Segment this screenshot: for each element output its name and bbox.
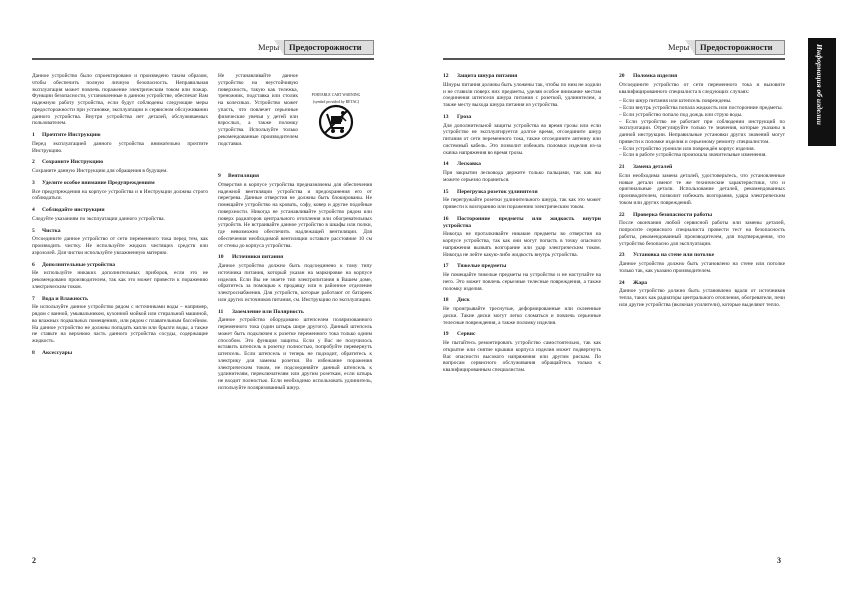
- page-number-right: 3: [777, 556, 781, 565]
- cart-warning-icon: [318, 104, 354, 140]
- column-1: [32, 73, 208, 359]
- section-heading: 18 Диск: [443, 297, 470, 304]
- section-heading: 2 Сохраните Инструкцию: [32, 159, 104, 166]
- section-heading: 5 Чистка: [32, 227, 61, 234]
- section-text: Если необходима замена деталей, удостоверьтесь, что установленные новые детали имеют те же технические характеристики, что и оригинальные детали. Использование деталей, рекомендованных производителем, позволит избежать возгорания, удара электрическим током или других повреждений.: [619, 172, 785, 206]
- header-title: Меры: [258, 42, 280, 52]
- list-item: – Если устройство не работает при соблюдении инструкций по эксплуатации. Отрегулируйте только те значения, которые указаны в данной инструкции. Неправильные установки других значений могут привести к поломке изделия и серьезному ремонту специалистом.: [619, 118, 785, 145]
- section-heading: 20 Поломка изделия: [619, 73, 678, 79]
- section-text: Не используйте никаких дополнительных приборов, если это не рекомендовано производителем, так как это может привести к поражению электрическим током.: [32, 270, 208, 290]
- column-2: [218, 168, 372, 395]
- section-text: Следуйте указаниям по эксплуатации данного устройства.: [32, 215, 165, 222]
- section-text: Данное устройство оборудовано штепселем поляризованного переменного тока (один штырь шире другого). Данный штепсель может быть подключен к розетке переменного тока только одним способом. Это функция защиты. Если у Вас не получилось вставить штепсель в розетку полностью, попробуйте перевернуть штепсель. Если штепсель и теперь не подходит, обратитесь к электрику для замены розетки. Во избежание поражения электрическим током, не подсоединяйте данный штепсель к удлинителям, переключателям или другим розеткам, если штырь не входит полностью. Если необходимо использовать удлинитель, используйте поляризованный шнур.: [218, 317, 372, 391]
- section-heading: 24 Жара: [619, 279, 648, 286]
- side-tab-label: Информация об изделии: [815, 44, 824, 125]
- section-text: Отверстия в корпусе устройства предназначены для обеспечения надежной вентиляции устройства и предохранения его от перегрева. Данные отверстия не должны быть блокированы. Не помещайте устройство на кровать, софу, ковер и другие подобные поверхности. Никогда не устанавливайте устройство рядом или поверх радиаторов центрального отопления или обогревательных устройств. Не встраивайте данное устройство в шкафы или полки, где невозможно обеспечить надлежащей вентиляции. Для обеспечения необходимой вентиляции оставьте расстояние 10 см от стены до корпуса устройства.: [218, 181, 372, 249]
- section-heading: 9 Вентиляция: [218, 173, 260, 179]
- section-heading: 8 Аксессуары: [32, 349, 73, 356]
- section-heading: 19 Сервис: [443, 331, 476, 338]
- header-tab: Предосторожности: [695, 40, 785, 55]
- section-heading: 3 Уделите особое внимание Предупреждениям: [32, 179, 155, 186]
- section-text: Не помещайте тяжелые предметы на устройство и не наступайте на него. Это может повлечь серьезные телесные повреждения, а также поломку изделия.: [443, 272, 601, 292]
- column-3: [443, 73, 601, 377]
- intro-paragraph: Данное устройство было спроектировано и произведено таким образом, чтобы обеспечить полную личную безопасность. Неправильная эксплуатация может повлечь поражение электрическим током или пожар. Функции безопасности, установленные в данном устройстве, обеспечат Вам надежную работу устройства, если будут соблюдены следующие меры предосторожности при установке, эксплуатации и сервисном обслуживании данного устройства. Внутри устройства нет деталей, обслуживаемых пользователем.: [32, 73, 208, 127]
- section-heading: 23 Установка на стене или потолке: [619, 252, 715, 259]
- section-heading: 16 Посторонние предметы или жидкость внутри устройства: [443, 215, 601, 229]
- section-text: Не проигрывайте треснутые, деформированные или склеенные диски. Такие диски могут легко сломаться и повлечь серьезные телесные повреждения, а также поломку изделия.: [443, 306, 601, 326]
- section-text: Не устанавливайте данное устройство на неустойчивую поверхность, такую как тележка, треножник, подставка или столик на колесиках. Устройство может упасть, что повлечет серьезные физические увечья у детей или взрослых, а также поломку устройства. Используйте только рекомендованные производителем подставки.: [218, 73, 298, 147]
- section-heading: 4 Соблюдайте инструкции: [32, 207, 105, 213]
- side-tab: [808, 38, 836, 146]
- section-text: Шнуры питания должны быть уложены так, чтобы по ним не ходили и не ставили поверх них предметы, уделяя особое внимание местам соединения штепселя шнура питания с розеткой, удлинителем, а также месту выхода шнура питания из устройства.: [443, 81, 601, 108]
- page-number-left: 2: [32, 556, 36, 565]
- list-item: – Если устройство попало под дождь или струю воды.: [619, 111, 743, 118]
- section-text: Для дополнительной защиты устройства во время грозы или если устройство не эксплуатируется долгое время, отсоедините шнур питания от сети переменного тока, также отсоедините антенну или системный кабель. Это позволит избежать поломки изделия из-за скачка напряжения во время грозы.: [443, 122, 601, 156]
- page-right: [421, 0, 842, 595]
- cart-warning-sub: (symbol provided by RETAC): [313, 99, 359, 104]
- section-text: Все предупреждения на корпусе устройства и в Инструкции должны строго соблюдаться.: [32, 188, 208, 202]
- section-heading: 6 Дополнительные устройства: [32, 261, 116, 268]
- section-text: Отсоедините устройство от сети переменного тока и вызовите квалифицированного специалиста в следующих случаях:: [619, 81, 785, 95]
- section-text: Данное устройство должно быть установлено вдали от источников тепла, таких как радиаторы центрального отопления, обогреватели, печи или другие устройства (включая усилители), которые выделяют тепло.: [619, 288, 785, 308]
- section-heading: 7 Вода и Влажность: [32, 295, 88, 302]
- section-text: Никогда не проталкивайте никакие предметы во отверстия на корпусе устройства, так как они могут попасть в точку опасного напряжения вызвать возгорание или удар электрическим током. Никогда не лейте какую-либо жидкость внутрь устройства.: [443, 231, 601, 258]
- section-text: Данное устройство должно быть подсоединено к тому типу источника питания, который указан на маркировке на корпусе изделия. Если Вы не знаете тип электропитания в Вашем доме, обратитесь за помощью к продавцу или в районное отделение электроснабжения. Для устройств, которые работают от батареек или других источников питания, см. Инструкцию по эксплуатации.: [218, 263, 372, 303]
- header-rule: [443, 58, 785, 60]
- section-text: Сохраните данную Инструкцию для обращения в будущем.: [32, 168, 168, 174]
- column-4: [619, 73, 785, 312]
- header-tab-corner: [274, 40, 284, 55]
- list-item: – Если внутрь устройства попала жидкость или посторонние предметы.: [619, 105, 783, 111]
- section-heading: 21 Замена деталей: [619, 164, 673, 170]
- section-text: После окончания любой сервисной работы или замены деталей, попросите сервисного специалиста провести тест на безопасность работы, рекомендованный производителем, для подтверждения, что устройство безопасно для эксплуатации.: [619, 220, 785, 247]
- section-heading: 10 Источники питания: [218, 254, 284, 261]
- section-text: Перед эксплуатацией данного устройства внимательно прочтите Инструкцию.: [32, 140, 208, 154]
- header-rule: [32, 58, 374, 60]
- section-heading: 1 Прочтите Инструкцию: [32, 132, 101, 138]
- section-text: Не пытайтесь ремонтировать устройство самостоятельно, так как открытие или снятие крышки корпуса изделия может подвергнуть Вас опасности высокого напряжения или другим рискам. По вопросам сервисного обслуживания обращайтесь только к квалифицированным специалистам.: [443, 340, 601, 373]
- section-text: При закрытии лесковода держите только пальцами, так как вы можете серьезно пораниться.: [443, 170, 601, 183]
- section-heading: 14 Лесковка: [443, 161, 481, 168]
- section-text: Не перегружайте розетки удлинительного шнура, так как это может привести к возгоранию или поражению электрическим током.: [443, 197, 601, 210]
- section-text: Отсоедините данное устройство от сети переменного тока перед тем, как производить чистку. Не используйте жидких чистящих средств или аэрозолей. Для чистки используйте увлажненную материю.: [32, 236, 208, 256]
- section-text: Данное устройство должно быть установлено на стене или потолке только так, как указано производителем.: [619, 261, 785, 274]
- section-heading: 15 Перегрузка розеток удлинителя: [443, 188, 538, 195]
- header-tab-corner: [685, 40, 695, 55]
- section-heading: 17 Тяжелые предметы: [443, 263, 507, 270]
- section-heading: 11 Заземление или Полярность: [218, 308, 304, 315]
- column-2-top: [218, 73, 298, 150]
- portable-cart-warning: [302, 93, 370, 155]
- section-heading: 22 Проверка безопасности работы: [619, 211, 713, 218]
- list-item: – Если в работе устройства произошла значительные изменения.: [619, 152, 767, 159]
- section-text: Не используйте данное устройство рядом с источниками воды – например, рядом с ванной, умывальником, кухонной мойкой или стиральной машиной, во влажных подвальных помещениях, или рядом с плавательным бассейном. На данное устройство не должны попадать капли или брызги воды, а также не ставьте на верхнюю часть данного устройства сосуды, содержащие жидкость.: [32, 304, 208, 344]
- list-item: – Если устройство уронили или повреждён корпус изделия.: [619, 145, 755, 152]
- header-title: Меры: [668, 42, 690, 52]
- section-heading: 12 Защита шнура питания: [443, 73, 518, 79]
- header-tab: Предосторожности: [284, 40, 374, 55]
- section-heading: 13 Гроза: [443, 113, 472, 120]
- list-item: – Если шнур питания или штепсель повреждены.: [619, 98, 732, 105]
- cart-warning-label: PORTABLE CART WARNING: [311, 93, 361, 97]
